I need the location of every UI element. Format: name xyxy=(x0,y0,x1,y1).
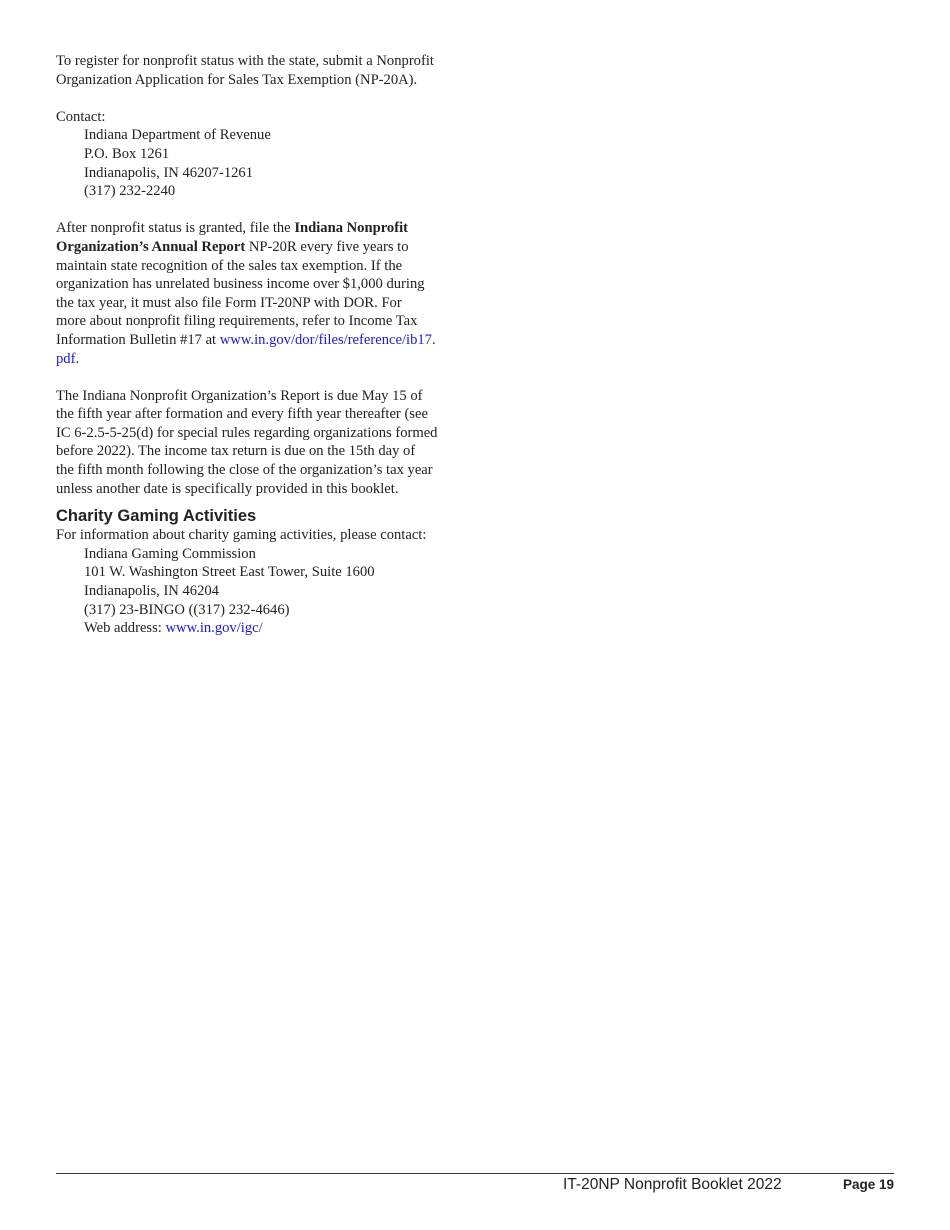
annual-report-text: maintain state recognition of the sales tax exemption. If the xyxy=(56,257,403,274)
intro-line-2: Organization Application for Sales Tax Exemption (NP-20A). xyxy=(56,71,418,88)
due-dates-paragraph xyxy=(56,387,466,499)
gaming-phone: (317) 23-BINGO ((317) 232-4646) xyxy=(84,601,290,618)
dor-po-box: P.O. Box 1261 xyxy=(84,145,170,162)
dor-contact-block xyxy=(56,108,466,201)
gaming-contact-block xyxy=(56,526,466,638)
annual-report-paragraph xyxy=(56,219,466,368)
due-dates-line: before 2022). The income tax return is due on the 15th day of xyxy=(56,443,416,460)
contact-label: Contact: xyxy=(56,108,106,125)
gaming-street: 101 W. Washington Street East Tower, Suite 1600 xyxy=(84,564,375,581)
annual-report-period: . xyxy=(75,350,80,367)
due-dates-line: the fifth month following the close of the organization’s tax year xyxy=(56,462,433,479)
due-dates-line: the fifth year after formation and every fifth year thereafter (see xyxy=(56,406,428,423)
igc-link[interactable]: www.in.gov/igc/ xyxy=(165,620,263,637)
main-column xyxy=(56,52,466,638)
gaming-commission-name: Indiana Gaming Commission xyxy=(84,545,256,562)
gaming-city: Indianapolis, IN 46204 xyxy=(84,583,219,600)
intro-line-1: To register for nonprofit status with the state, submit a Nonprofit xyxy=(56,53,434,69)
footer-rule xyxy=(56,1173,894,1174)
spacer xyxy=(56,368,466,387)
gaming-intro: For information about charity gaming activities, please contact: xyxy=(56,527,427,544)
gaming-web-address xyxy=(56,619,466,638)
ib17-link-part-2: pdf xyxy=(56,350,76,367)
due-dates-line: unless another date is specifically provided in this booklet. xyxy=(56,480,399,497)
annual-report-text: more about nonprofit filing requirements, refer to Income Tax xyxy=(56,313,418,330)
annual-report-text: organization has unrelated business income over $1,000 during xyxy=(56,276,425,293)
annual-report-text: Information Bulletin #17 at xyxy=(56,331,220,348)
footer-booklet-title: IT-20NP Nonprofit Booklet 2022 xyxy=(563,1176,782,1193)
annual-report-text: the tax year, it must also file Form IT-20NP with DOR. For xyxy=(56,294,402,311)
web-address-label: Web address: xyxy=(84,620,166,637)
annual-report-title-cont: Organization’s Annual Report xyxy=(56,238,246,255)
dor-phone: (317) 232-2240 xyxy=(84,183,176,200)
annual-report-title: Indiana Nonprofit xyxy=(294,220,408,237)
charity-gaming-heading: Charity Gaming Activities xyxy=(56,507,257,526)
intro-paragraph xyxy=(56,52,466,89)
due-dates-line: The Indiana Nonprofit Organization’s Report is due May 15 of xyxy=(56,387,423,404)
ib17-link-part-1: www.in.gov/dor/files/reference/ib17. xyxy=(219,331,436,348)
annual-report-text: NP-20R every five years to xyxy=(245,238,409,255)
spacer xyxy=(56,201,466,220)
footer-page-number: Page 19 xyxy=(842,1177,894,1192)
dor-city: Indianapolis, IN 46207-1261 xyxy=(84,164,254,181)
annual-report-text: After nonprofit status is granted, file the xyxy=(56,220,295,237)
spacer xyxy=(56,89,466,108)
dor-name: Indiana Department of Revenue xyxy=(84,127,271,144)
due-dates-line: IC 6-2.5-5-25(d) for special rules regarding organizations formed xyxy=(56,424,438,441)
